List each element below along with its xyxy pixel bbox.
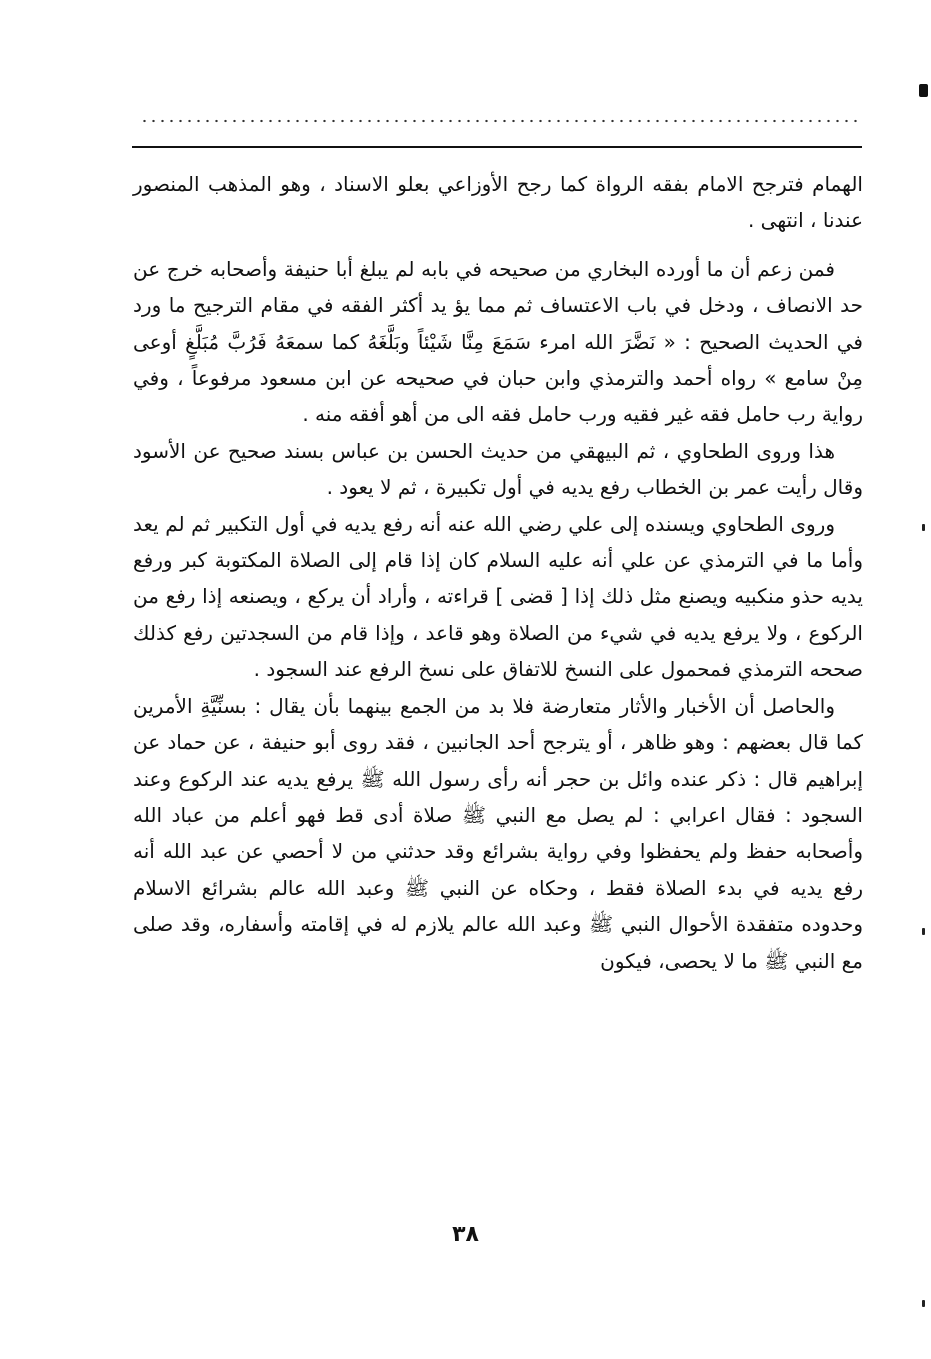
- scan-speck: [922, 1300, 925, 1307]
- paragraph: هذا وروى الطحاوي ، ثم البيهقي من حديث الحسن بن عباس بسند صحيح عن الأسود وقال رأيت عمر بن الخطاب رفع يديه في أول تكبيرة ، ثم لا يعود .: [133, 438, 863, 500]
- scan-speck: [922, 524, 925, 531]
- scan-speck: [922, 928, 925, 935]
- page-corner-mark: [919, 84, 928, 97]
- header-rule: [132, 146, 862, 148]
- paragraph: فمن زعم أن ما أورده البخاري من صحيحه في بابه لم يبلغ أبا حنيفة وأصحابه خرج عن حد الانصاف ، ودخل في باب الاعتساف ثم مما يؤ يد أكثر الفقه في مقام الترجيح ما ورد في الحديث الصحيح : « نَضَّرَ الله امرء سَمَعَ مِنَّا شَيْئاً وبَلَّغَهُ كما سمعَهُ فَرُبَّ مُبَلَّغٍ أوعى مِنْ سامع » رواه أحمد والترمذي وابن حبان في صحيحه عن ابن مسعود مرفوعاً ، وفي رواية رب حامل فقه غير فقيه ورب حامل فقه الى من أهو أفقه منه .: [133, 256, 863, 427]
- paragraph: وروى الطحاوي ويسنده إلى علي رضي الله عنه أنه رفع يديه في أول التكبير ثم لم يعد وأما ما في الترمذي عن علي أنه عليه السلام كان إذا قام إلى الصلاة المكتوبة كبر ورفع يديه حذو منكبيه ويصنع مثل ذلك إذا [ قضى ] قراءته ، وأراد أن يركع ، ويصنعه إذا رفع من الركوع ، ولا يرفع يديه في شيء من الصلاة وهو قاعد ، وإذا قام من السجدتين رفع كذلك صححه الترمذي فمحمول على النسخ للاتفاق على نسخ الرفع عند السجود .: [133, 511, 863, 682]
- paragraph: الهمام فترجح الامام بفقه الرواة كما رجح الأوزاعي بعلو الاسناد ، وهو المذهب المنصور عندنا ، انتهى .: [133, 172, 863, 233]
- dotted-header-line: [140, 118, 860, 124]
- paragraph: والحاصل أن الأخبار والأثار متعارضة فلا بد من الجمع بينهما بأن يقال : بسنِّيَّةِ الأمرين كما قال بعضهم : وهو ظاهر ، أو يترجح أحد الجانبين ، فقد روى أبو حنيفة ، عن حماد عن إبراهيم قال : ذكر عنده وائل بن حجر أنه رأى رسول الله ﷺ يرفع يديه عند الركوع وعند السجود : فقال اعرابي : لم يصل مع النبي ﷺ صلاة أدى قط فهو أعلم من عباد الله وأصحابه حفظ ولم يحفظوا وفي رواية بشرائع وقد حدثني من لا أحصي عن عبد الله أنه رفع يديه في بدء الصلاة فقط ، وحكاه عن النبي ﷺ وعبد الله عالم بشرائع الاسلام وحدوده متفقدة الأحوال النبي ﷺ وعبد الله عالم يلازم له في إقامته وأسفاره، وقد صلى مع النبي ﷺ ما لا يحصى، فيكون: [133, 693, 863, 973]
- body-text: [133, 166, 863, 979]
- page-number: ٣٨: [452, 1222, 479, 1247]
